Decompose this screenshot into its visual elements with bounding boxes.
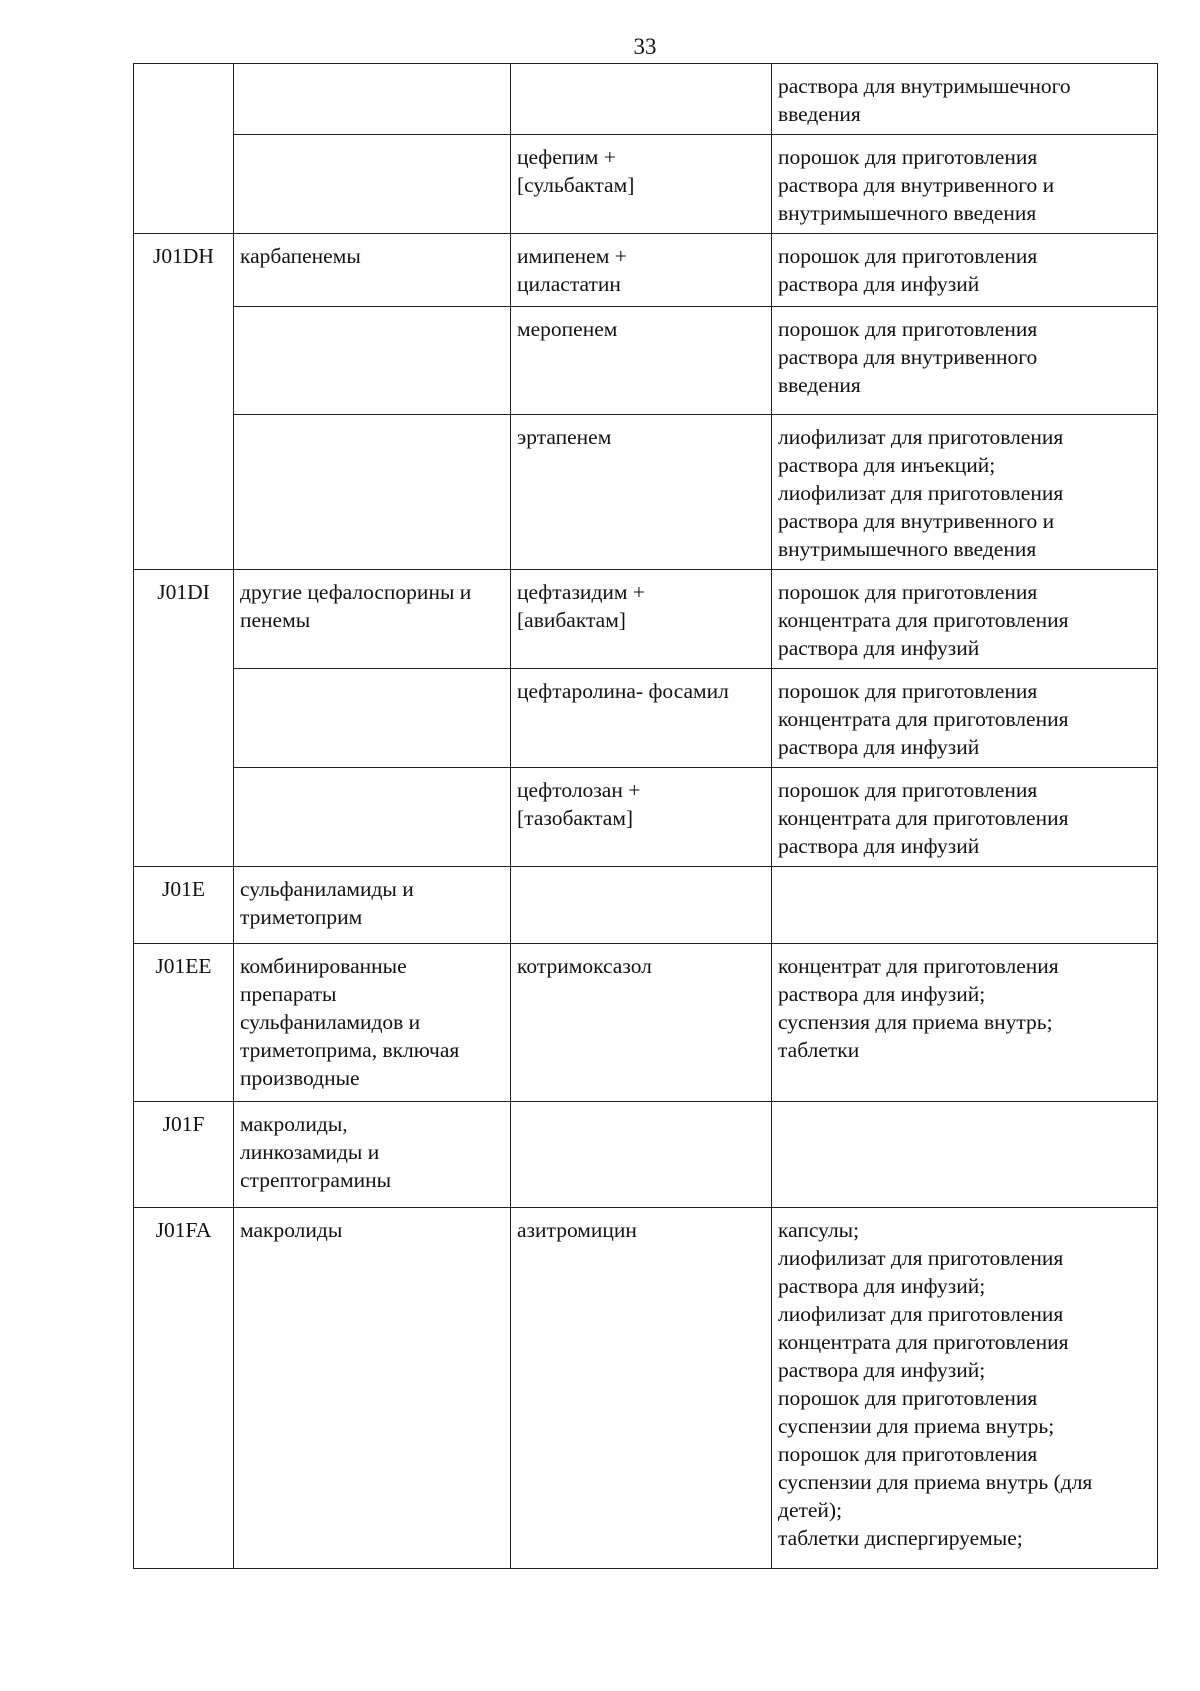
group-cell: сульфаниламиды и триметоприм — [234, 867, 511, 944]
atc-code-cell: J01FA — [134, 1208, 234, 1569]
atc-code-cell: J01DI — [134, 570, 234, 867]
atc-code-cell — [134, 64, 234, 234]
atc-code-cell: J01DH — [134, 234, 234, 570]
form-cell: порошок для приготовления концентрата для приготовления раствора для инфузий — [772, 570, 1158, 669]
table-row — [134, 1208, 1158, 1569]
form-cell: порошок для приготовления раствора для внутривенного и внутримышечного введения — [772, 135, 1158, 234]
table-row — [134, 64, 1158, 135]
table-row — [134, 1102, 1158, 1208]
page-number: 33 — [633, 34, 657, 59]
group-cell — [234, 307, 511, 415]
group-cell: макролиды, линкозамиды и стрептограмины — [234, 1102, 511, 1208]
drug-cell — [511, 1102, 772, 1208]
drug-cell — [511, 64, 772, 135]
drug-cell: цефепим + [сульбактам] — [511, 135, 772, 234]
table-row — [134, 768, 1158, 867]
table-row — [134, 944, 1158, 1102]
drug-cell: меропенем — [511, 307, 772, 415]
group-cell: комбинированные препараты сульфаниламидов и триметоприма, включая производные — [234, 944, 511, 1102]
group-cell — [234, 135, 511, 234]
form-cell: лиофилизат для приготовления раствора для инъекций; лиофилизат для приготовления раствора для внутривенного и внутримышечного введения — [772, 415, 1158, 570]
atc-code-cell: J01F — [134, 1102, 234, 1208]
form-cell: капсулы; лиофилизат для приготовления раствора для инфузий; лиофилизат для приготовления концентрата для приготовления раствора для инфузий; порошок для приготовления суспензии для приема внутрь; порошок для приготовления суспензии для приема внутрь (для детей); таблетки диспергируемые; — [772, 1208, 1158, 1569]
atc-code-cell: J01E — [134, 867, 234, 944]
table-row — [134, 135, 1158, 234]
group-cell: макролиды — [234, 1208, 511, 1569]
drug-cell: эртапенем — [511, 415, 772, 570]
drug-table — [133, 63, 1158, 1569]
table-row — [134, 867, 1158, 944]
form-cell: порошок для приготовления концентрата для приготовления раствора для инфузий — [772, 669, 1158, 768]
group-cell — [234, 415, 511, 570]
table-row — [134, 415, 1158, 570]
form-cell: концентрат для приготовления раствора для инфузий; суспензия для приема внутрь; таблетки — [772, 944, 1158, 1102]
drug-cell — [511, 867, 772, 944]
group-cell — [234, 669, 511, 768]
table-row — [134, 570, 1158, 669]
form-cell: раствора для внутримышечного введения — [772, 64, 1158, 135]
form-cell — [772, 867, 1158, 944]
table-row — [134, 307, 1158, 415]
group-cell — [234, 768, 511, 867]
group-cell — [234, 64, 511, 135]
group-cell: другие цефалоспорины и пенемы — [234, 570, 511, 669]
form-cell: порошок для приготовления концентрата для приготовления раствора для инфузий — [772, 768, 1158, 867]
drug-cell: цефтолозан + [тазобактам] — [511, 768, 772, 867]
drug-cell: цефтаролина- фосамил — [511, 669, 772, 768]
form-cell: порошок для приготовления раствора для внутривенного введения — [772, 307, 1158, 415]
form-cell: порошок для приготовления раствора для инфузий — [772, 234, 1158, 307]
table-row — [134, 669, 1158, 768]
form-cell — [772, 1102, 1158, 1208]
drug-cell: азитромицин — [511, 1208, 772, 1569]
drug-cell: имипенем + циластатин — [511, 234, 772, 307]
table-row — [134, 234, 1158, 307]
group-cell: карбапенемы — [234, 234, 511, 307]
atc-code-cell: J01EE — [134, 944, 234, 1102]
drug-cell: цефтазидим + [авибактам] — [511, 570, 772, 669]
drug-cell: котримоксазол — [511, 944, 772, 1102]
